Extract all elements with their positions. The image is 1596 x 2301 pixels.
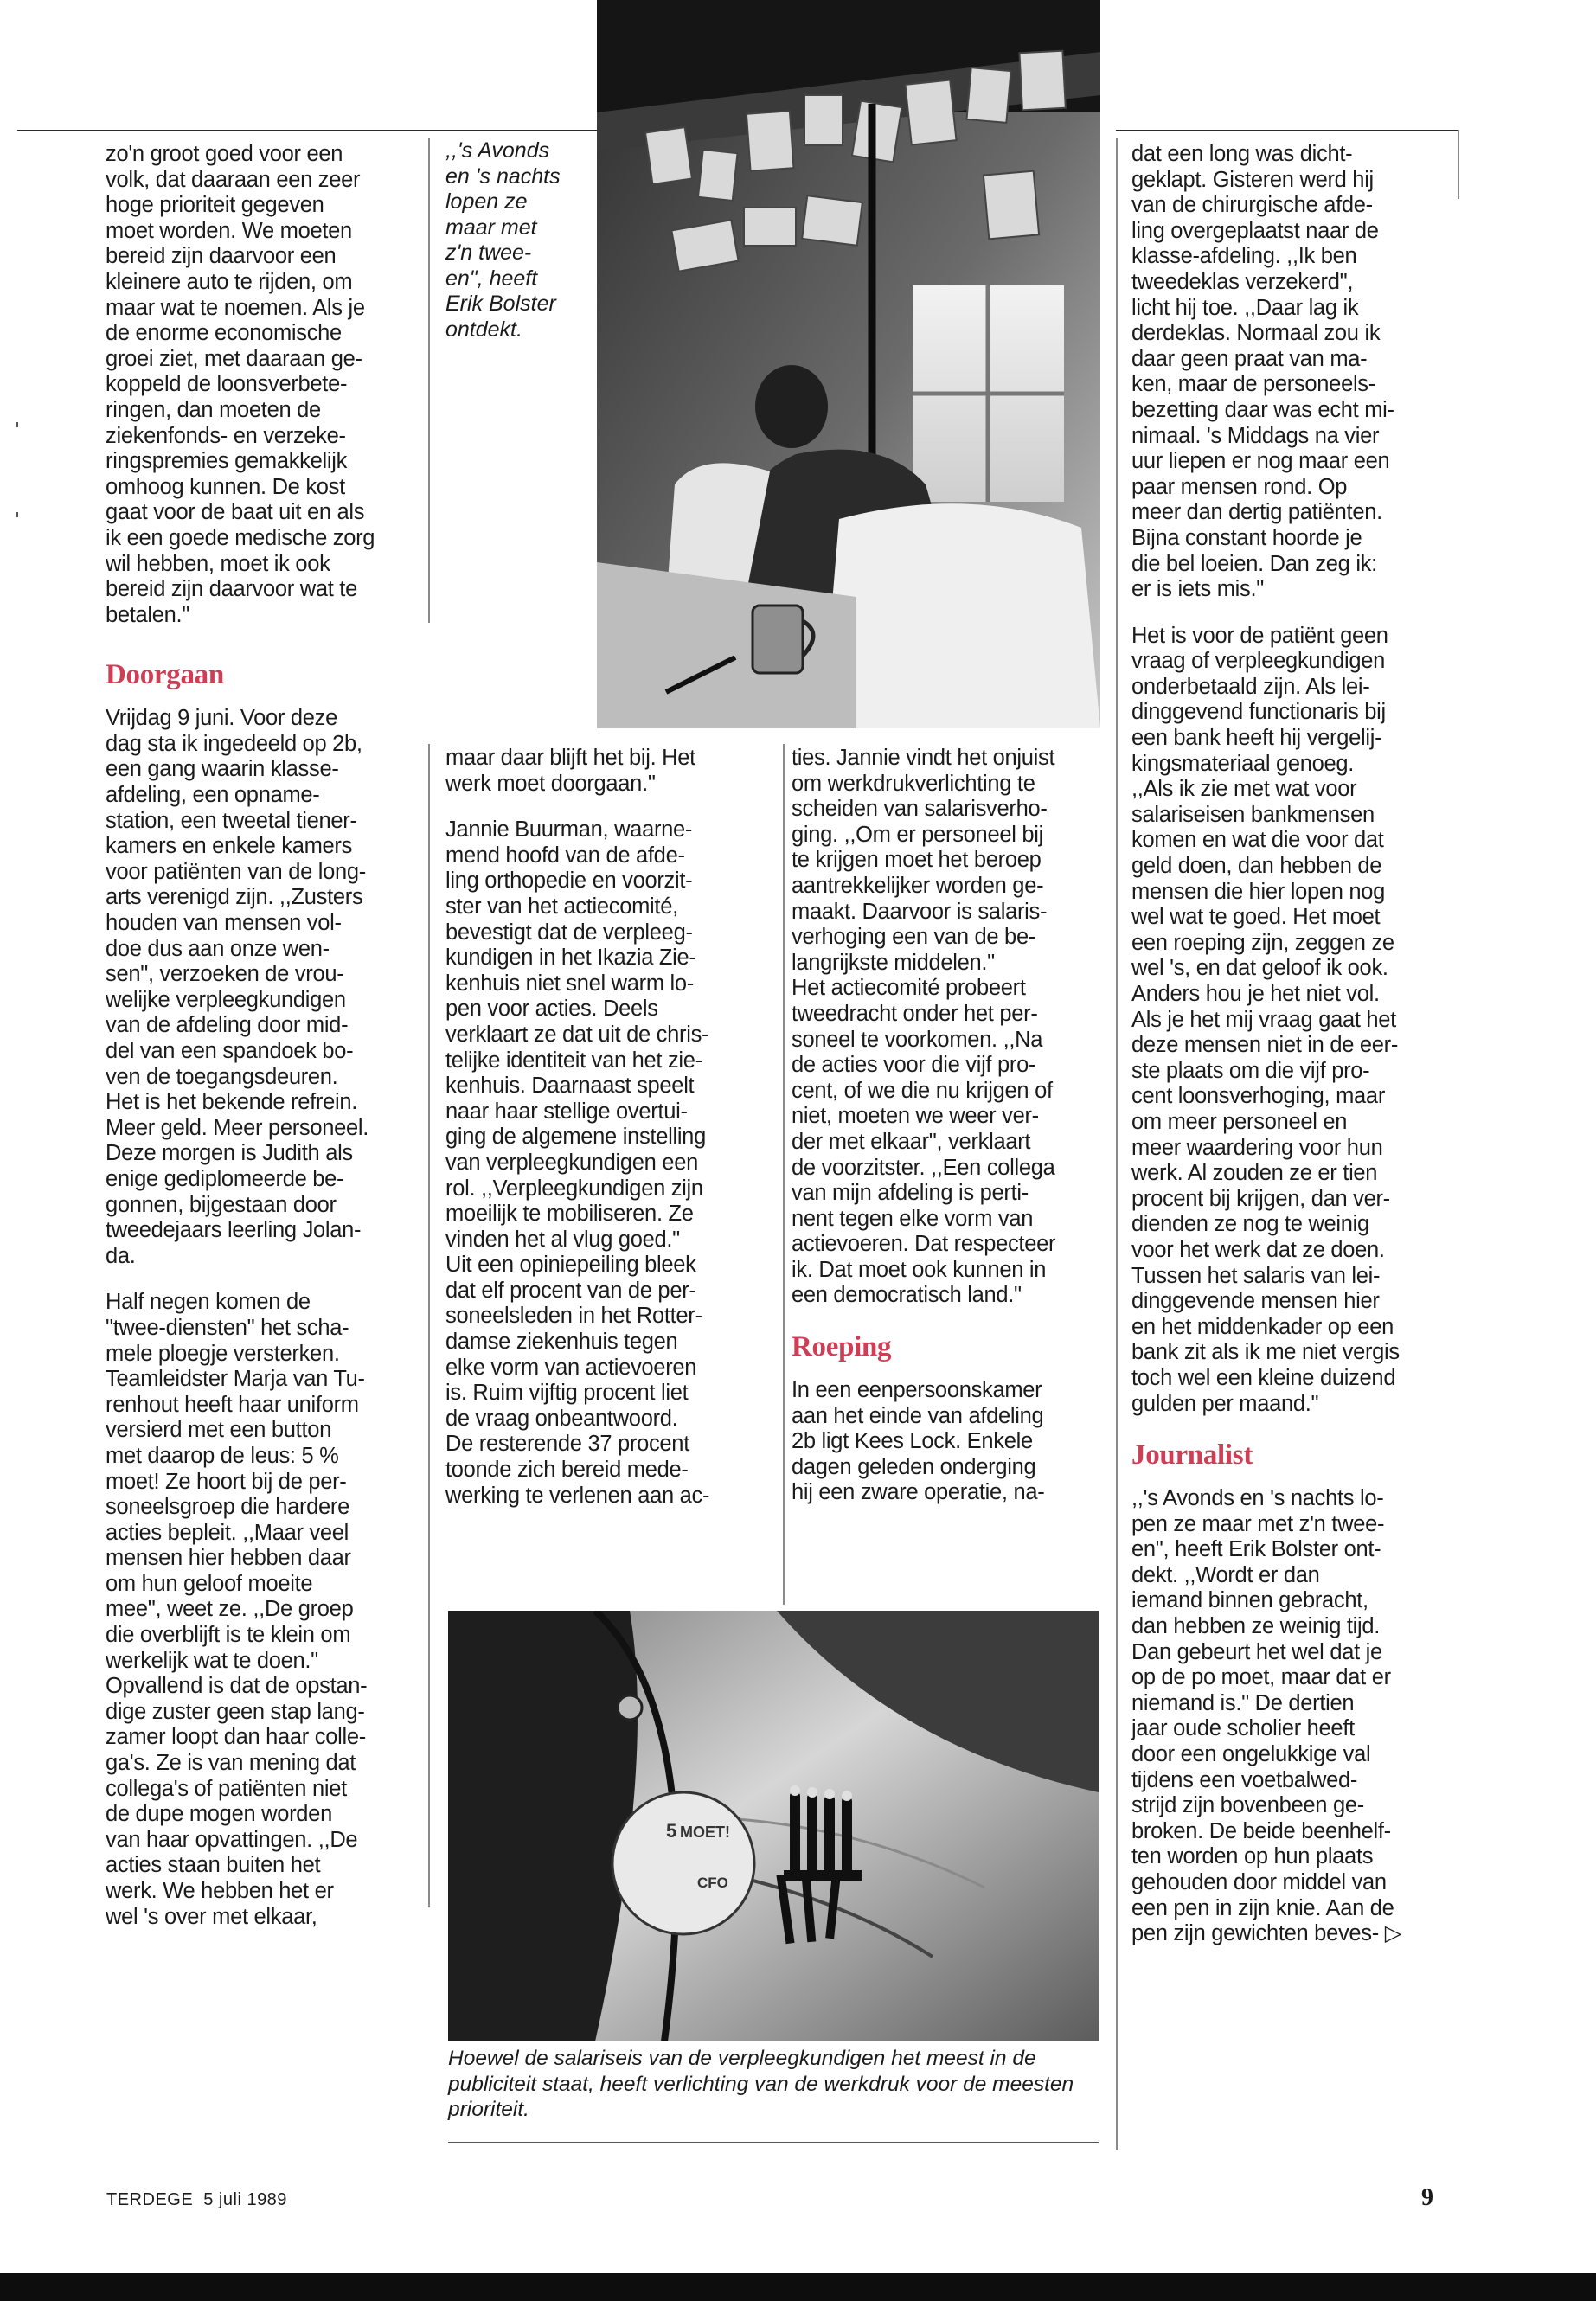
- publication-name: TERDEGE: [106, 2190, 194, 2209]
- scan-edge-bar: [0, 2273, 1596, 2301]
- margin-mark: [16, 422, 18, 427]
- column-divider-1: [428, 138, 430, 623]
- section-heading-roeping: Roeping: [792, 1331, 892, 1363]
- button-text: MOET!: [680, 1823, 730, 1841]
- column-1: [106, 142, 421, 1951]
- intro-paragraph: zo'n groot goed voor een volk, dat daaraan een zeer hoge prioriteit gegeven moet worden. We moeten bereid zijn daarvoor een kleinere auto te rijden, om maar wat te noemen. Als je de enorme economische groei ziet, met daaraan ge- koppeld de loonsverbete- ringen, dan moeten de ziekenfonds- en verzeke- ringspremies gemakkelijk omhoog kunnen. De kost gaat voor de baat uit en als ik een goede medische zorg wil hebben, moet ik ook bereid zijn daarvoor wat te betalen.": [106, 142, 375, 627]
- uniform-illustration: [448, 1611, 1099, 2041]
- paragraph: maar daar blijft het bij. Het werk moet doorgaan.": [445, 746, 695, 796]
- paragraph: In een eenpersoonskamer aan het einde van afdeling 2b ligt Kees Lock. Enkele dagen geleden onderging hij een zware operatie, na-: [792, 1378, 1045, 1505]
- column-divider-4: [1116, 138, 1118, 2150]
- paragraph: Vrijdag 9 juni. Voor deze dag sta ik ingedeeld op 2b, een gang waarin klasse- afdeling, een opname- station, een tweetal tiener- kamers en enkele kamers voor patiënten van de long- arts verenigd zijn. ,,Zusters houden van mensen vol- doe dus aan onze wen- sen", verzoeken de vrou- welijke verpleegkundigen van de afdeling door mid- del van een spandoek bo- ven de toegangsdeuren. Het is het bekende refrein. Meer geld. Meer personeel. Deze morgen is Judith als enige gediplomeerde be- gonnen, bijgestaan door tweedejaars leerling Jolan- da.: [106, 706, 369, 1268]
- paragraph: ,,'s Avonds en 's nachts lo- pen ze maar met z'n twee- en", heeft Erik Bolster ont- dekt. ,,Wordt er dan iemand binnen gebracht, dan hebben ze weinig tijd. Dan gebeurt het wel dat je op de po moet, maar dat er niemand is." De dertien jaar oude scholier heeft door een ongelukkige val tijdens een voetbalwed- strijd zijn bovenbeen ge- broken. De beide beenhelf- ten worden op hun plaats gehouden door middel van een pen in zijn knie. Aan de pen zijn gewichten beves- ▷: [1131, 1486, 1402, 1946]
- uniform-button-photo: [448, 1611, 1099, 2041]
- hospital-room-illustration: [597, 0, 1100, 728]
- button-text: 5: [666, 1820, 677, 1842]
- column-divider-3: [783, 744, 785, 1605]
- paragraph: Het is voor de patiënt geen vraag of verpleegkundigen onderbetaald zijn. Als lei- dinggevend functionaris bij een bank heeft hij vergelij- kingsmateriaal genoeg. ,,Als ik zie met wat voor salariseisen bankmensen komen en wat die voor dat geld doen, dan hebben de mensen die hier lopen nog wel wat te goed. Het moet een roeping zijn, zeggen ze wel 's, en dat geloof ik ook. Anders hou je het niet vol. Als je het mij vraag gaat het deze mensen niet in de eer- ste plaats om die vijf pro- cent loonsverhoging, maar om meer personeel en meer waardering voor hun werk. Al zouden ze er tien procent bij krijgen, dan ver- dienden ze nog te weinig voor het werk dat ze doen. Tussen het salaris van lei- dinggevende mensen hier en het middenkader op een bank zit als ik me niet vergis toch wel een kleine duizend gulden per maand.": [1131, 623, 1400, 1416]
- paragraph: Half negen komen de "twee-diensten" het scha- mele ploegje versterken. Teamleidster Marja van Tu- renhout heeft haar uniform versierd met een button met daarop de leus: 5 % moet! Ze hoort bij de per- soneelsgroep die hardere acties bepleit. ,,Maar veel mensen hier hebben daar om hun geloof moeite mee", weet ze. ,,De groep die overblijft is te klein om werkelijk wat te doen." Opvallend is dat de opstan- dige zuster geen stap lang- zamer loopt dan haar colle- ga's. Ze is van mening dat collega's of patiënten niet de dupe mogen worden van haar opvattingen. ,,De acties staan buiten het werk. We hebben het er wel 's over met elkaar,: [106, 1290, 368, 1929]
- column-4: [1131, 142, 1456, 1968]
- column-divider-2: [428, 744, 430, 1907]
- button-text: CFO: [697, 1875, 728, 1891]
- hospital-room-photo: [597, 0, 1100, 728]
- caption-rule: [448, 2142, 1099, 2143]
- photo-caption: Hoewel de salariseis van de verpleegkundigen het meest in de publiciteit staat, heeft verlichting van de werkdruk voor de meesten prioriteit.: [448, 2047, 1074, 2121]
- paragraph: ties. Jannie vindt het onjuist om werkdrukverlichting te scheiden van salarisverho- ging. ,,Om er personeel bij te krijgen moet het beroep aantrekkelijker worden ge- maakt. Daarvoor is salaris- verhoging een van de be- langrijkste middelen." Het actiecomité probeert tweedracht onder het per- soneel te voorkomen. ,,Na de acties voor die vijf pro- cent, of we die nu krijgen of niet, moeten we weer ver- der met elkaar", verklaart de voorzitster. ,,Een collega van mijn afdeling is perti- nent tegen elke vorm van actievoeren. Dat respecteer ik. Dat moet ook kunnen in een democratisch land.": [792, 746, 1056, 1308]
- top-rule-left: [17, 130, 597, 131]
- footer-publication: [106, 2190, 287, 2210]
- right-frame-line: [1458, 130, 1459, 199]
- margin-mark: [16, 512, 18, 517]
- paragraph: dat een long was dicht- geklapt. Gisteren werd hij van de chirurgische afde- ling overgeplaatst naar de klasse-afdeling. ,,Ik ben tweedeklas verzekerd", licht hij toe. ,,Daar lag ik derdeklas. Normaal zou ik daar geen praat van ma- ken, maar de personeels- bezetting daar was echt mi- nimaal. 's Middags na vier uur liepen er nog maar een paar mensen rond. Op meer dan dertig patiënten. Bijna constant hoorde je die bel loeien. Dan zeg ik: er is iets mis.": [1131, 142, 1394, 602]
- section-heading-doorgaan: Doorgaan: [106, 659, 224, 691]
- pull-quote: ,,'s Avonds en 's nachts lopen ze maar met z'n twee- en", heeft Erik Bolster ontdekt.: [445, 138, 561, 342]
- page-number: 9: [1421, 2184, 1433, 2211]
- paragraph: Jannie Buurman, waarne- mend hoofd van de afde- ling orthopedie en voorzit- ster van het actiecomité, bevestigt dat de verpleeg- kundigen in het Ikazia Zie- kenhuis niet snel warm lo- pen voor acties. Deels verklaart ze dat uit de chris- telijke identiteit van het zie- kenhuis. Daarnaast speelt naar haar stellige overtui- ging de algemene instelling van verpleegkundigen een rol. ,,Verpleegkundigen zijn moeilijk te mobiliseren. Ze vinden het al vlug goed." Uit een opiniepeiling bleek dat elf procent van de per- soneelsleden in het Rotter- damse ziekenhuis tegen elke vorm van actievoeren is. Ruim vijftig procent liet de vraag onbeantwoord. De resterende 37 procent toonde zich bereid mede- werking te verlenen aan ac-: [445, 817, 710, 1508]
- column-3: [792, 746, 1107, 1527]
- section-heading-journalist: Journalist: [1131, 1439, 1253, 1471]
- issue-date: 5 juli 1989: [203, 2190, 287, 2209]
- top-rule-right: [1116, 130, 1458, 131]
- column-2: [445, 746, 774, 1529]
